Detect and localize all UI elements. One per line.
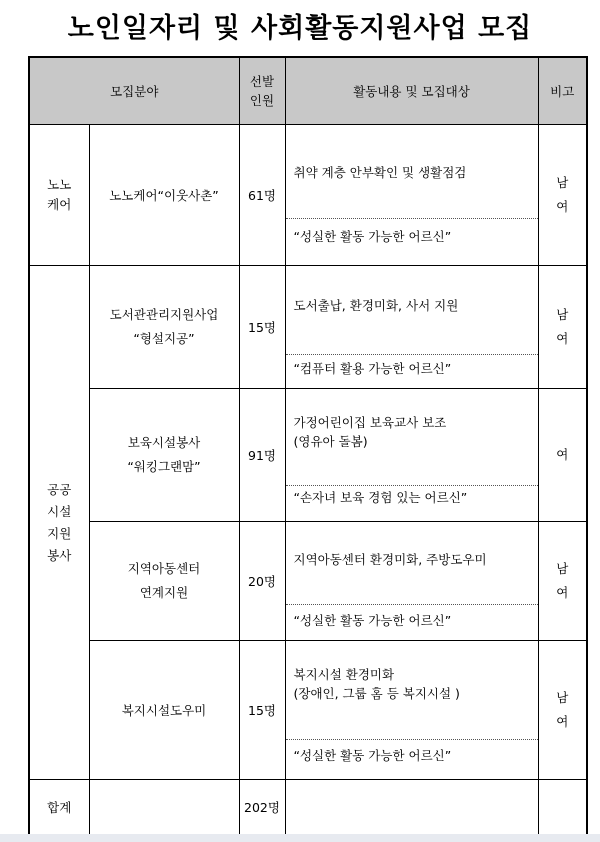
header-count-line2: 인원 xyxy=(249,93,275,108)
category-label: 공공 xyxy=(47,481,72,497)
remark-cell xyxy=(538,522,587,641)
total-count: 202명 xyxy=(239,780,285,836)
remark-text: 여 xyxy=(556,199,569,214)
activity-text: (장애인, 그룹 홈 등 복지시설 ) xyxy=(293,686,460,701)
category-label: 지원 xyxy=(47,525,72,541)
count-cell: 61명 xyxy=(239,125,285,266)
header-field: 모집분야 xyxy=(29,57,239,125)
program-name-cell xyxy=(89,389,239,522)
activity-content xyxy=(286,641,538,739)
header-remark: 비고 xyxy=(538,57,587,125)
activity-text: 가정어린이집 보육교사 보조 xyxy=(293,415,447,430)
table-header-row xyxy=(29,57,587,125)
program-name: 보육시설봉사 xyxy=(127,435,201,450)
remark-text: 남 xyxy=(556,175,569,190)
page-title: 노인일자리 및 사회활동지원사업 모집 xyxy=(67,13,533,44)
category-label: 노노 xyxy=(47,177,72,192)
page-bottom-strip xyxy=(0,834,600,842)
activity-content xyxy=(286,389,538,485)
total-label: 합계 xyxy=(29,780,89,836)
category-cell xyxy=(29,125,89,266)
activity-text: (영유아 돌봄) xyxy=(293,434,368,449)
table-row xyxy=(29,266,587,389)
remark-text: 남 xyxy=(556,307,569,322)
remark-text: 남 xyxy=(556,690,569,705)
program-name: 복지시설도우미 xyxy=(121,703,207,718)
activity-cell xyxy=(285,522,538,641)
count-cell: 15명 xyxy=(239,266,285,389)
program-name: “형설지공” xyxy=(133,331,195,346)
header-count-line1: 선발 xyxy=(249,74,275,89)
total-empty-cell xyxy=(285,780,538,836)
activity-content xyxy=(286,522,538,604)
category-label: 시설 xyxy=(47,503,72,519)
remark-text: 여 xyxy=(556,585,569,600)
category-label: 봉사 xyxy=(47,547,72,563)
activity-target: “컴퓨터 활용 가능한 어르신” xyxy=(286,354,538,388)
program-name-cell xyxy=(89,266,239,389)
program-name-cell xyxy=(89,522,239,641)
table-row xyxy=(29,522,587,641)
header-count xyxy=(239,57,285,125)
remark-text: 여 xyxy=(556,331,569,346)
activity-text: 취약 계층 안부확인 및 생활점검 xyxy=(293,165,467,180)
count-cell: 15명 xyxy=(239,641,285,780)
total-row xyxy=(29,780,587,836)
activity-cell xyxy=(285,389,538,522)
program-name: 연계지원 xyxy=(139,585,189,600)
header-activity: 활동내용 및 모집대상 xyxy=(285,57,538,125)
count-cell: 91명 xyxy=(239,389,285,522)
activity-target: “성실한 활동 가능한 어르신” xyxy=(286,218,538,265)
remark-cell xyxy=(538,389,587,522)
activity-content xyxy=(286,125,538,218)
activity-content xyxy=(286,266,538,354)
activity-cell xyxy=(285,266,538,389)
count-cell: 20명 xyxy=(239,522,285,641)
program-name-cell xyxy=(89,125,239,266)
total-empty-cell xyxy=(538,780,587,836)
activity-text: 지역아동센터 환경미화, 주방도우미 xyxy=(293,552,487,567)
total-empty-cell xyxy=(89,780,239,836)
remark-cell xyxy=(538,641,587,780)
activity-cell xyxy=(285,641,538,780)
program-name: 도서관관리지원사업 xyxy=(109,307,219,322)
program-name: 노노케어“이웃사촌” xyxy=(109,188,219,203)
activity-text: 도서출납, 환경미화, 사서 지원 xyxy=(293,298,459,313)
table-row xyxy=(29,641,587,780)
program-name: 지역아동센터 xyxy=(127,561,201,576)
remark-text: 남 xyxy=(556,561,569,576)
category-label: 케어 xyxy=(47,197,72,212)
activity-cell xyxy=(285,125,538,266)
activity-target: “손자녀 보육 경험 있는 어르신” xyxy=(286,485,538,521)
table-row xyxy=(29,125,587,266)
remark-text: 여 xyxy=(556,714,569,729)
program-name-cell xyxy=(89,641,239,780)
activity-text: 복지시설 환경미화 xyxy=(293,667,395,682)
activity-target: “성실한 활동 가능한 어르신” xyxy=(286,739,538,779)
category-cell xyxy=(29,266,89,780)
remark-cell xyxy=(538,125,587,266)
remark-cell xyxy=(538,266,587,389)
program-name: “워킹그랜맘” xyxy=(127,459,201,474)
recruitment-table xyxy=(28,56,588,837)
table-row xyxy=(29,389,587,522)
activity-target: “성실한 활동 가능한 어르신” xyxy=(286,604,538,640)
remark-text: 여 xyxy=(556,447,569,462)
